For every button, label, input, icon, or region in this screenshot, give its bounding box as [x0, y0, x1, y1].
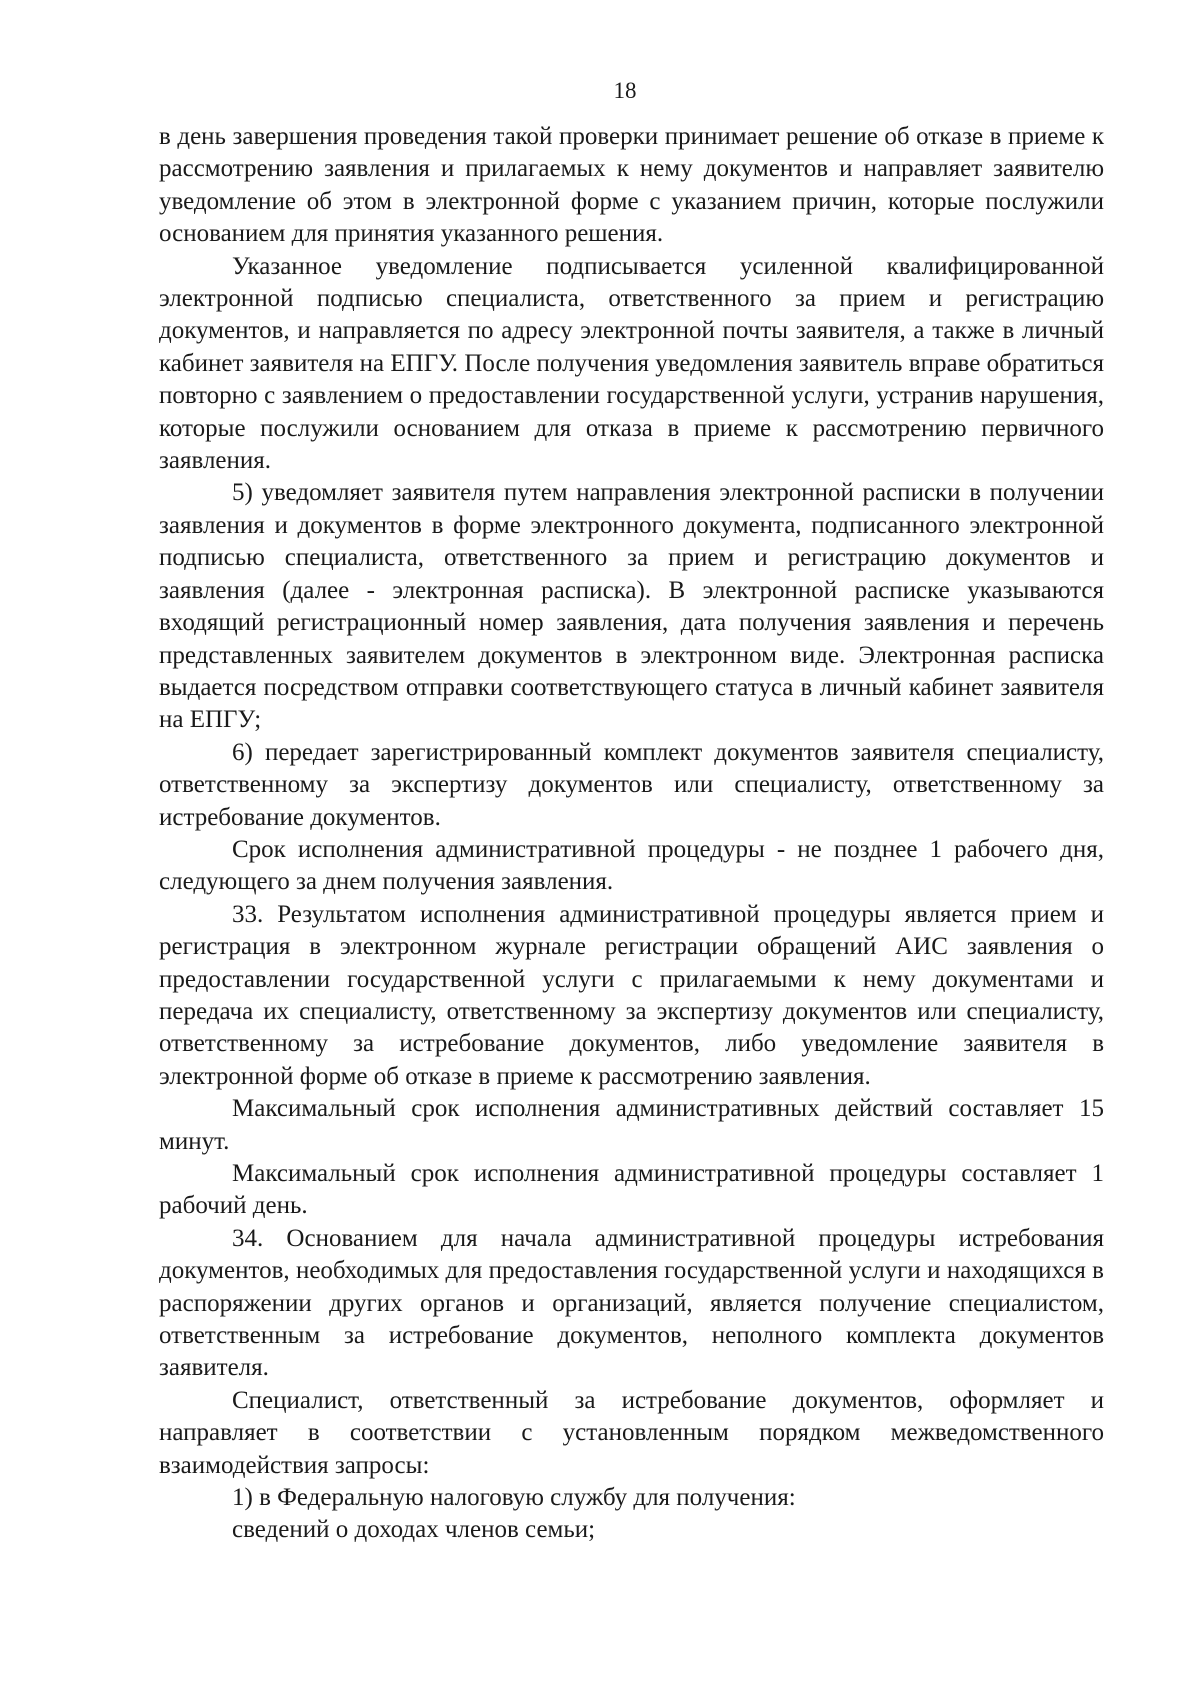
paragraph-item-5: 5) уведомляет заявителя путем направления электронной расписки в получении заявления и документов в форме электронного документа, подписанного электронной подписью специалиста, ответственного за прием и регистрацию документов и заявления (далее - электронная расписка). В электронной расписке указываются входящий регистрационный номер заявления, дата получения заявления и перечень представленных заявителем документов в электронном виде. Электронная расписка выдается посредством отправки соответствующего статуса в личный кабинет заявителя на ЕПГУ;: [159, 479, 1104, 734]
page-number: 18: [613, 78, 637, 103]
paragraph-item-6: 6) передает зарегистрированный комплект документов заявителя специалисту, ответственному за экспертизу документов или специалисту, ответственному за истребование документов.: [159, 738, 1104, 831]
paragraph-33: 33. Результатом исполнения административной процедуры является прием и регистрация в электронном журнале регистрации обращений АИС заявления о предоставлении государственной услуги с прилагаемыми к нему документами и передача их специалисту, ответственному за экспертизу документов или специалисту, ответственному за истребование документов, либо уведомление заявителя в электронной форме об отказе в приеме к рассмотрению заявления.: [159, 900, 1104, 1090]
document-body: [159, 121, 1104, 1547]
paragraph-max-procedure-time: Максимальный срок исполнения административной процедуры составляет 1 рабочий день.: [159, 1160, 1104, 1220]
paragraph-max-actions-time: Максимальный срок исполнения административных действий составляет 15 минут.: [159, 1095, 1104, 1155]
paragraph-requests: Специалист, ответственный за истребование документов, оформляет и направляет в соответствии с установленным порядком межведомственного взаимодействия запросы:: [159, 1386, 1104, 1479]
paragraph-family-income: сведений о доходах членов семьи;: [232, 1516, 596, 1544]
paragraph-deadline: Срок исполнения административной процедуры - не позднее 1 рабочего дня, следующего за днем получения заявления.: [159, 835, 1104, 896]
paragraph-notice-signature: Указанное уведомление подписывается усиленной квалифицированной электронной подписью специалиста, ответственного за прием и регистрацию документов, и направляется по адресу электронной почты заявителя, а также в личный кабинет заявителя на ЕПГУ. После получения уведомления заявитель вправе обратиться повторно с заявлением о предоставлении государственной услуги, устранив нарушения, которые послужили основанием для отказа в приеме к рассмотрению первичного заявления.: [159, 252, 1104, 475]
paragraph-34: 34. Основанием для начала административной процедуры истребования документов, необходимых для предоставления государственной услуги и находящихся в распоряжении других органов и организаций, является получение специалистом, ответственным за истребование документов, неполного комплекта документов заявителя.: [159, 1224, 1104, 1382]
paragraph-tax-service: 1) в Федеральную налоговую службу для получения:: [232, 1484, 796, 1512]
paragraph-continuation: в день завершения проведения такой проверки принимает решение об отказе в приеме к рассмотрению заявления и прилагаемых к нему документов и направляет заявителю уведомление об этом в электронной форме с указанием причин, которые послужили основанием для принятия указанного решения.: [159, 123, 1104, 248]
